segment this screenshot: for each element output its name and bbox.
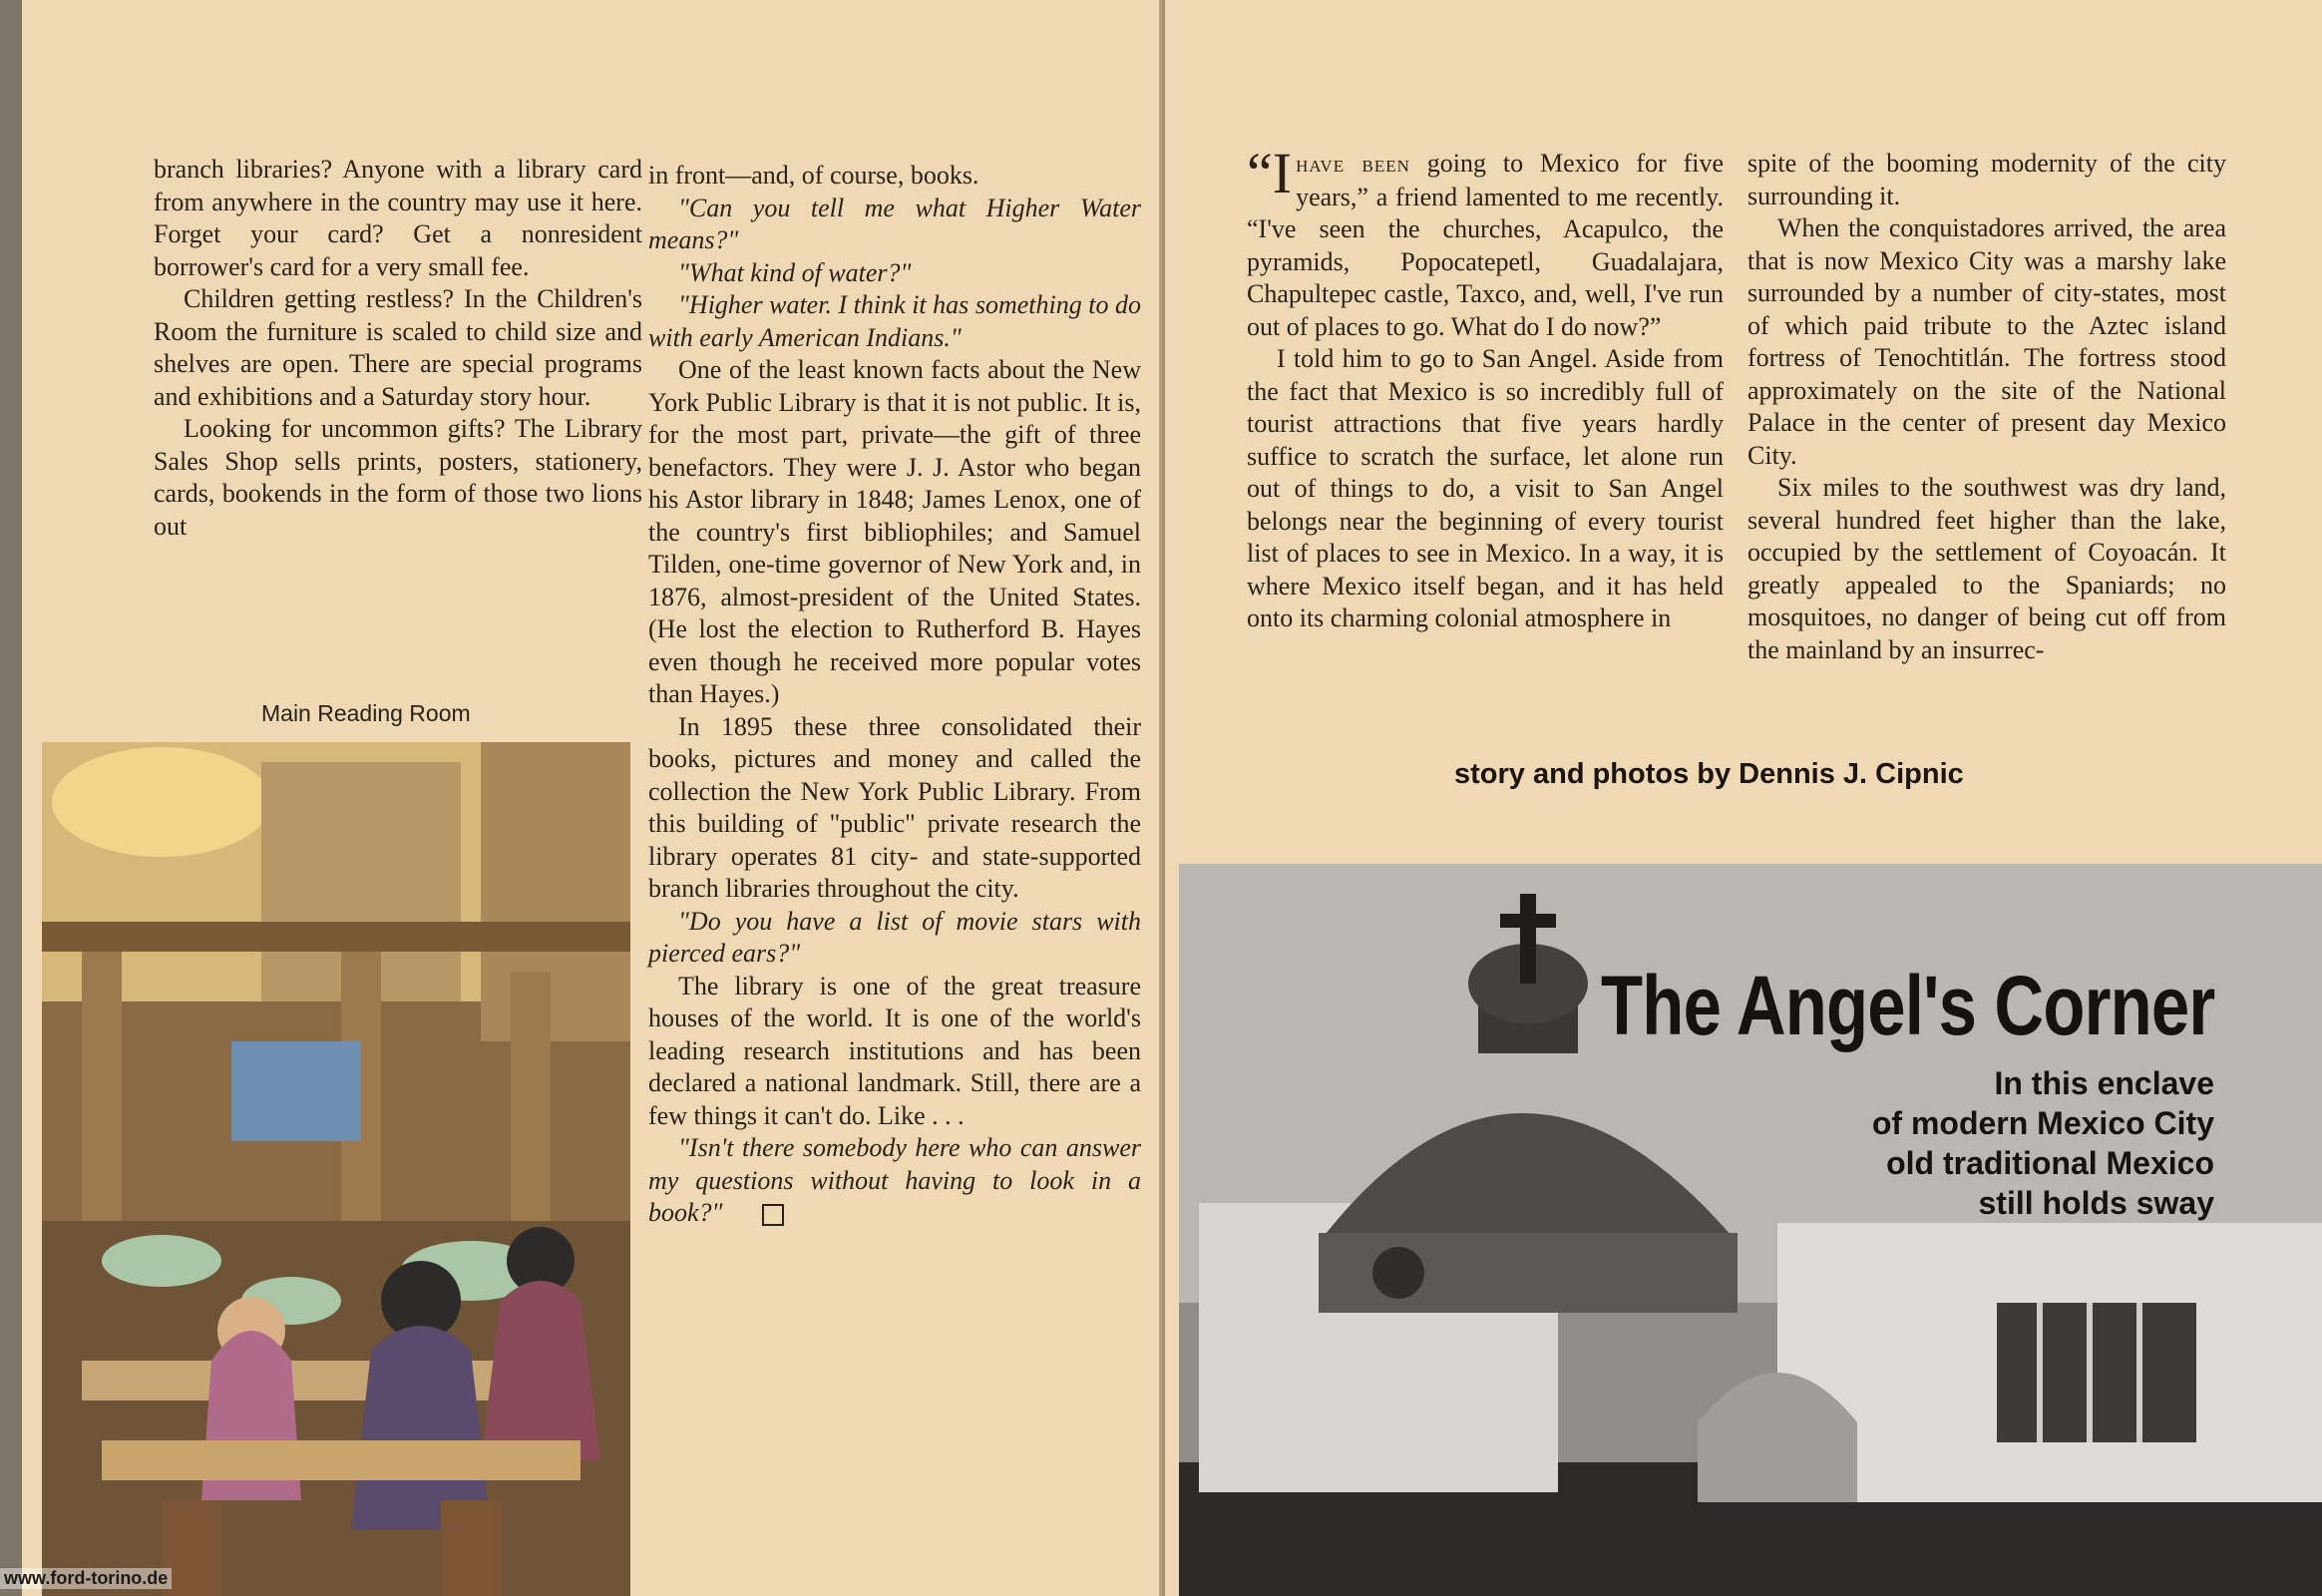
quote xyxy=(648,1132,1141,1230)
right-column-2 xyxy=(1747,148,2226,666)
drop-cap: “I xyxy=(1247,141,1293,205)
article-subtitle xyxy=(1872,1063,2214,1223)
subtitle-line: of modern Mexico City xyxy=(1871,1105,2214,1141)
byline: story and photos by Dennis J. Cipnic xyxy=(1454,758,1964,790)
end-mark-icon xyxy=(762,1204,784,1226)
subtitle-line: In this enclave xyxy=(1994,1065,2214,1101)
reading-room-illustration xyxy=(42,742,630,1596)
paragraph: spite of the booming modernity of the city surrounding it. xyxy=(1747,149,2226,210)
paragraph: in front—and, of course, books. xyxy=(648,161,979,190)
opening-paragraph xyxy=(1247,141,1724,343)
paragraph-rest: going to Mexico for five years,” a friend lamented to me recently. “I've seen the churches, Acapulco, the pyramids, Popocatepetl, Guadalajara, Chapultepec castle, Taxco, and, well, I've run out of places to go. What do I do now?” xyxy=(1247,149,1724,341)
paragraph: The library is one of the great treasure houses of the world. It is one of the world's leading research institutions and has been declared a national landmark. Still, there are a few things it can't do. Like . . . xyxy=(648,971,1141,1130)
final-quote-text: "Isn't there somebody here who can answer my questions without having to look in a book?" xyxy=(648,1133,1141,1227)
right-column-1 xyxy=(1247,141,1724,635)
paragraph: Looking for uncommon gifts? The Library Sales Shop sells prints, posters, stationery, cards, bookends in the form of those two lions out xyxy=(154,414,642,541)
lead-smallcaps: have been xyxy=(1296,152,1410,178)
left-page xyxy=(22,0,1159,1596)
site-watermark: www.ford-torino.de xyxy=(0,1568,172,1589)
illustration-caption: Main Reading Room xyxy=(261,700,471,726)
left-column-2 xyxy=(648,160,1141,1230)
paragraph: branch libraries? Anyone with a library card from anywhere in the country may use it here. Forget your card? Get a nonresident borrower's card for a very small fee. xyxy=(154,155,642,281)
paragraph: Six miles to the southwest was dry land, several hundred feet higher than the lake, occupied by the settlement of Coyoacán. It greatly appealed to the Spaniards; no mosquitoes, no danger of being cut off from the mainland by an insurrec- xyxy=(1747,473,2226,664)
paragraph: When the conquistadores arrived, the area that is now Mexico City was a marshy lake surrounded by a number of city-states, most of which paid tribute to the Aztec island fortress of Tenochtitlán. The fortress stood approximately on the site of the National Palace in the center of present day Mexico City. xyxy=(1747,213,2226,470)
article-title: The Angel's Corner xyxy=(1600,959,2214,1052)
right-page xyxy=(1165,0,2322,1596)
paragraph: Children getting restless? In the Children's Room the furniture is scaled to child size and shelves are open. There are special programs and exhibitions and a Saturday story hour. xyxy=(154,284,642,411)
quote: "Do you have a list of movie stars with pierced ears?" xyxy=(648,906,1141,968)
subtitle-line: still holds sway xyxy=(1978,1185,2214,1221)
left-column-1 xyxy=(154,154,642,543)
paragraph: I told him to go to San Angel. Aside from the fact that Mexico is so incredibly full of tourist attractions that five years hardly suffice to scratch the surface, let alone run out of things to do, a visit to San Angel belongs near the beginning of every tourist list of places to see in Mexico. In a way, it is where Mexico itself began, and it has held onto its charming colonial atmosphere in xyxy=(1247,344,1724,632)
quote: "What kind of water?" xyxy=(678,257,912,287)
subtitle-line: old traditional Mexico xyxy=(1886,1145,2214,1181)
quote: "Can you tell me what Higher Water means?" xyxy=(648,193,1141,254)
quote: "Higher water. I think it has something to do with early American Indians." xyxy=(648,290,1141,352)
paragraph: One of the least known facts about the New York Public Library is that it is not public. It is, for the most part, private—the gift of three benefactors. They were J. J. Astor who began his Astor library in 1848; James Lenox, one of the country's first bibliophiles; and Samuel Tilden, one-time governor of New York and, in 1876, almost-president of the United States. (He lost the election to Rutherford B. Hayes even though he received more popular votes than Hayes.) xyxy=(648,355,1141,708)
paragraph: In 1895 these three consolidated their books, pictures and money and called the collection the New York Public Library. From this building of "public" private research the library operates 81 city- and state-supported branch libraries throughout the city. xyxy=(648,711,1141,903)
